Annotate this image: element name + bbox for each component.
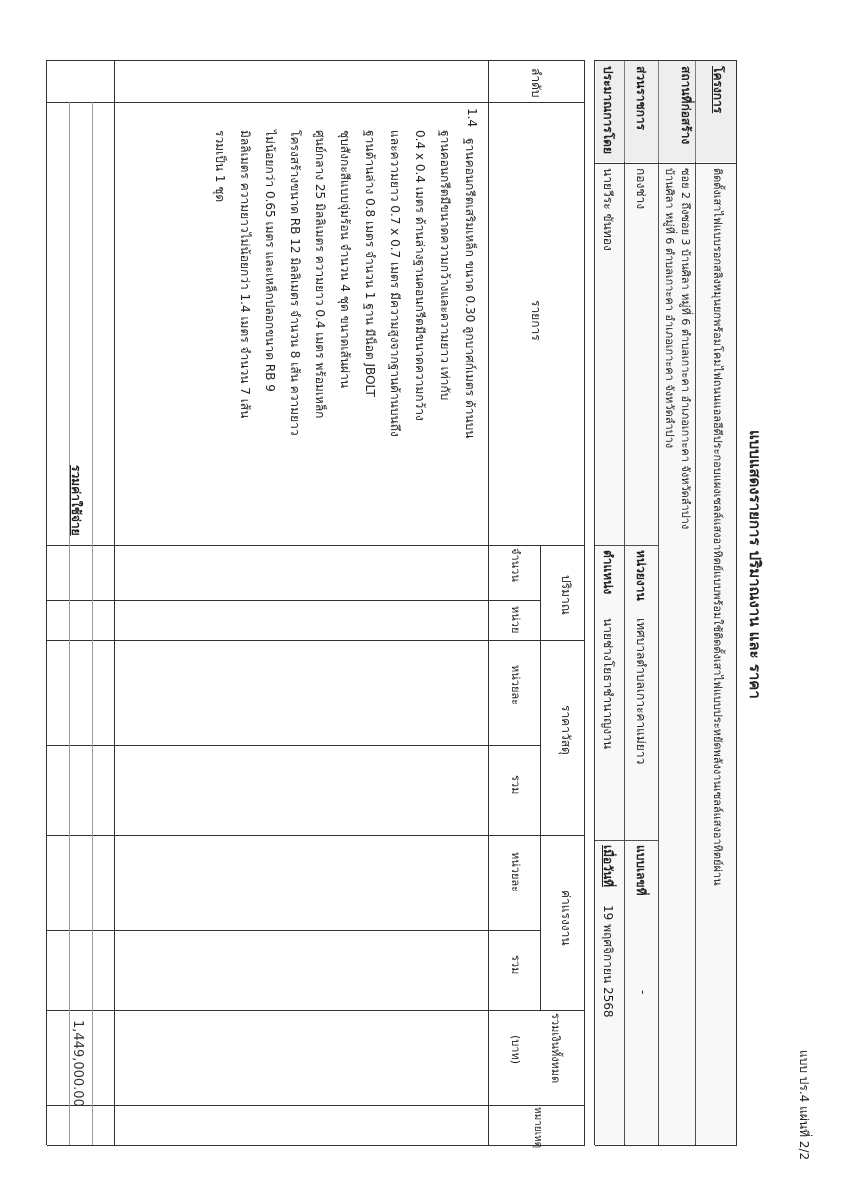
col-sum-2: (บาท) [509, 1035, 522, 1064]
col-item: รายการ [529, 300, 543, 341]
date-label: เมื่อวันที่ [601, 845, 615, 888]
location-label: สถานที่ก่อสร้าง [679, 66, 693, 145]
item-line: 0.4 x 0.4 เมตร ด้านล่างฐานคอนกรีตมีขนาดความกว้าง [413, 130, 427, 421]
position-value: นายช่างโยธาชำนาญงาน [601, 618, 615, 750]
item-no: 1.4 [465, 108, 479, 128]
item-line: ฐานคอนกรีตมีขนาดความกว้างและความยาว เท่ากับ [438, 130, 452, 401]
item-line: ชุบสังกะสีแบบจุ่มร้อน จำนวน 4 ชุด ขนาดเส้นผ่าน [338, 130, 352, 389]
col-mat-total: รวม [509, 775, 522, 795]
col-qty-amount: จำนวน [509, 548, 522, 582]
dept-value: กองช่าง [634, 168, 648, 210]
dept-label: ส่วนราชการ [634, 66, 648, 131]
estimator-label: ประมาณการโดย [601, 66, 615, 155]
form-no-value: - [636, 990, 650, 995]
page-title: แบบแสดงรายการ ปริมาณงาน และ ราคา [746, 430, 764, 699]
total-value: 1,449,000.00 [70, 1020, 85, 1107]
col-no: ลำดับ [529, 68, 543, 98]
col-qty: ปริมาณ [559, 575, 573, 615]
location-value-2: บ้านศิลา หมู่ที่ 6 ตำบลเกาะคา อำเภอเกาะคา จังหวัดลำปาง [663, 168, 676, 449]
item-line: ศูนย์กลาง 25 มิลลิเมตร ความยาว 0.4 เมตร พร้อมเหล็ก [313, 130, 327, 419]
col-note: หมายเหตุ [532, 1107, 543, 1149]
project-label: โครงการ [711, 66, 725, 114]
col-lab-total: รวม [509, 955, 522, 975]
col-mat-unit-price: หน่วยละ [509, 665, 522, 706]
estimator-value: นายวีระ ขันทอง [601, 168, 615, 251]
item-line: และความยาว 0.7 x 0.7 เมตร มีความสูงจากฐานด้านบนถึง [388, 130, 402, 437]
col-material: ราคาวัสดุ [559, 705, 573, 755]
form-no-label: แบบเลขที่ [634, 845, 648, 896]
item-line: ฐานด้านล่าง 0.8 เมตร จำนวน 1 ฐาน มีน็อต JBOLT [363, 130, 377, 397]
item-line: ไม่น้อยกว่า 0.65 เมตร และเหล็กปลอกขนาด RB 9 [263, 130, 277, 392]
project-value: ติดตั้งเสาไฟแบบรอกสลิงหมุนยกพร้อมโคมไฟถนนแอลอีดีประกอบแผงเซลล์แสงอาทิตย์แบบพร้อมใช้ติดตั้งเสาไฟแบบประหยัดพลังงานเซลล์แสงอาทิตย์ผ่าน [711, 168, 724, 886]
col-lab-unit-price: หน่วยละ [509, 852, 522, 893]
total-label: รวมค่าใช้จ่าย [69, 465, 83, 536]
item-line: รวมเป็น 1 ชุด [213, 130, 227, 203]
agency-value: เทศบาลตำบลเกาะคาแม่ยาว [634, 618, 648, 765]
item-line: โครงสร้างขนาด RB 12 มิลลิเมตร จำนวน 8 เส้น ความยาว [288, 130, 302, 436]
position-label: ตำแหน่ง [601, 550, 615, 595]
col-sum-1: รวมเงินทั้งหมด [549, 1013, 562, 1084]
col-labor: ค่าแรงงาน [559, 890, 573, 946]
agency-label: หน่วยงาน [634, 550, 648, 601]
item-line: ฐานคอนกรีตเสริมเหล็ก ขนาด 0.30 ลูกบาศก์เมตร ด้านบน [463, 138, 477, 439]
location-value-1: ซอย 2 ถึงซอย 3 บ้านศิลา หมู่ที่ 6 ตำบลเกาะคา อำเภอเกาะคา จังหวัดลำปาง [679, 168, 692, 530]
date-value: 19 พฤศจิกายน 2568 [601, 905, 615, 1018]
page-ref: แบบ ปร.4 แผ่นที่ 2/2 [797, 1050, 811, 1161]
col-qty-unit: หน่วย [509, 606, 522, 634]
item-line: มิลลิเมตร ความยาวไม่น้อยกว่า 1.4 เมตร จำนวน 7 เส้น [238, 130, 252, 419]
